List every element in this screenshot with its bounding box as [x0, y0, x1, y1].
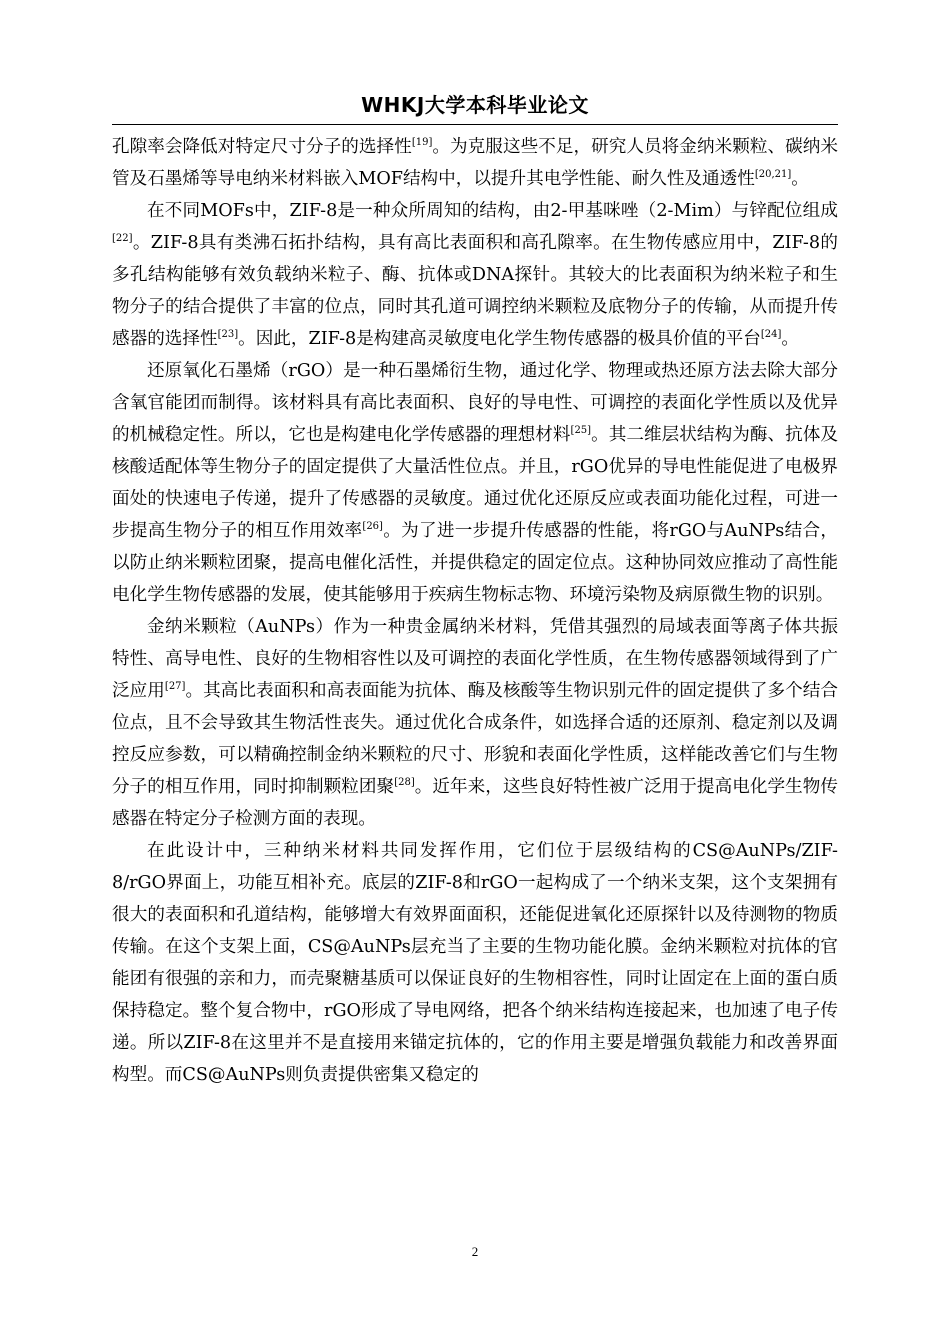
paragraph-text: 孔隙率会降低对特定尺寸分子的选择性	[112, 137, 412, 157]
paragraph	[112, 355, 838, 611]
page-header-title: WHKJ大学本科毕业论文	[361, 93, 589, 117]
paragraph-text: 。	[791, 169, 809, 189]
citation-ref: [23]	[217, 329, 239, 341]
header-divider	[112, 124, 838, 125]
paragraph-text: 。其高比表面积和高表面能为抗体、酶及核酸等生物识别元件的固定提供了多个结合位点，且不会导致其生物活性丧失。通过优化合成条件，如选择合适的还原剂、稳定剂以及调控反应参数，可以精确控制金纳米颗粒的尺寸、形貌和表面化学性质，这样能改善它们与生物分子的相互作用，同时抑制颗粒团聚	[112, 681, 838, 797]
citation-ref: [20,21]	[754, 169, 792, 181]
paragraph-text: 。为了进一步提升传感器的性能，将rGO与AuNPs结合，以防止纳米颗粒团聚，提高电催化活性，并提供稳定的固定位点。这种协同效应推动了高性能电化学生物传感器的发展，使其能够用于疾病生物标志物、环境污染物及病原微生物的识别。	[112, 521, 838, 605]
paragraph	[112, 195, 838, 355]
paragraph-text: 。近年来，这些良好特性被广泛用于提高电化学生物传感器在特定分子检测方面的表现。	[112, 777, 838, 829]
paragraph-text: 金纳米颗粒（AuNPs）作为一种贵金属纳米材料，凭借其强烈的局域表面等离子体共振特性、高导电性、良好的生物相容性以及可调控的表面化学性质，在生物传感器领域得到了广泛应用	[112, 617, 838, 701]
paragraph-text: 。ZIF-8具有类沸石拓扑结构，具有高比表面积和高孔隙率。在生物传感应用中，ZIF-8的多孔结构能够有效负载纳米粒子、酶、抗体或DNA探针。其较大的比表面积为纳米粒子和生物分子的结合提供了丰富的位点，同时其孔道可调控纳米颗粒及底物分子的传输，从而提升传感器的选择性	[112, 233, 838, 349]
paragraph-text: 。因此，ZIF-8是构建高灵敏度电化学生物传感器的极具价值的平台	[238, 329, 761, 349]
paragraph-text: 在不同MOFs中，ZIF-8是一种众所周知的结构，由2-甲基咪唑（2-Mim）与锌配位组成	[147, 201, 838, 221]
citation-ref: [19]	[411, 137, 433, 149]
citation-ref: [28]	[394, 777, 415, 789]
paragraph-text: 。为克服这些不足，研究人员将金纳米颗粒、碳纳米管及石墨烯等导电纳米材料嵌入MOF结构中，以提升其电学性能、耐久性及通透性	[112, 137, 838, 189]
citation-ref: [25]	[570, 425, 592, 437]
paragraph-text: 。其二维层状结构为酶、抗体及核酸适配体等生物分子的固定提供了大量活性位点。并且，rGO优异的导电性能促进了电极界面处的快速电子传递，提升了传感器的灵敏度。通过优化还原反应或表面功能化过程，可进一步提高生物分子的相互作用效率	[112, 425, 838, 541]
citation-ref: [24]	[760, 329, 782, 341]
paragraph	[112, 131, 838, 195]
paragraph-text: 。	[781, 329, 800, 349]
page-number: 2	[471, 1244, 479, 1259]
paragraph	[112, 611, 838, 835]
paragraph-text: 在此设计中，三种纳米材料共同发挥作用，它们位于层级结构的CS@AuNPs/ZIF-8/rGO界面上，功能互相补充。底层的ZIF-8和rGO一起构成了一个纳米支架，这个支架拥有很大的表面积和孔道结构，能够增大有效界面面积，还能促进氧化还原探针以及待测物的物质传输。在这个支架上面，CS@AuNPs层充当了主要的生物功能化膜。金纳米颗粒对抗体的官能团有很强的亲和力，而壳聚糖基质可以保证良好的生物相容性，同时让固定在上面的蛋白质保持稳定。整个复合物中，rGO形成了导电网络，把各个纳米结构连接起来，也加速了电子传递。所以ZIF-8在这里并不是直接用来锚定抗体的，它的作用主要是增强负载能力和改善界面构型。而CS@AuNPs则负责提供密集又稳定的	[112, 841, 838, 1085]
citation-ref: [22]	[112, 233, 133, 245]
paragraph	[112, 835, 838, 1091]
paragraph-text: 还原氧化石墨烯（rGO）是一种石墨烯衍生物，通过化学、物理或热还原方法去除大部分含氧官能团而制得。该材料具有高比表面积、良好的导电性、可调控的表面化学性质以及优异的机械稳定性。所以，它也是构建电化学传感器的理想材料	[112, 361, 838, 445]
citation-ref: [26]	[362, 521, 383, 533]
citation-ref: [27]	[164, 681, 186, 693]
body-text	[112, 131, 838, 1091]
